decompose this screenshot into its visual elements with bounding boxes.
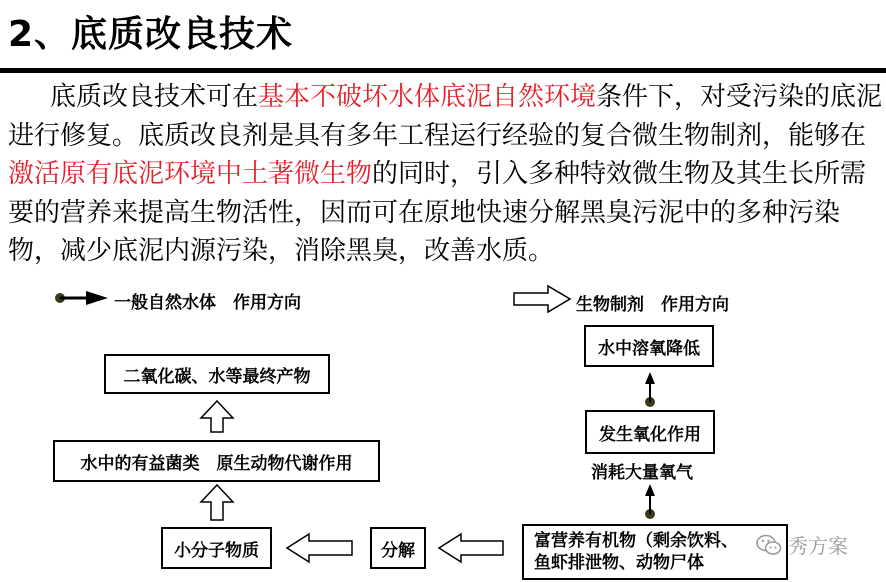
small-molecules-box: 小分子物质 bbox=[161, 527, 272, 569]
legend-natural-label: 一般自然水体 作用方向 bbox=[114, 293, 301, 313]
left-arrow-icon bbox=[439, 534, 503, 562]
para-highlight-2: 激活原有底泥环境中土著微生物 bbox=[8, 159, 373, 189]
left-arrow-icon bbox=[287, 534, 352, 562]
watermark-text: 秀方案 bbox=[788, 534, 848, 558]
up-arrow-solid-icon bbox=[645, 372, 655, 407]
organics-line-1: 富营养有机物（剩余饮料、 bbox=[534, 531, 738, 551]
up-arrow-icon bbox=[201, 401, 233, 432]
decompose-box: 分解 bbox=[370, 527, 426, 569]
legend-agent-label: 生物制剂 作用方向 bbox=[576, 295, 729, 315]
organics-box bbox=[522, 524, 788, 580]
up-arrow-icon bbox=[201, 485, 233, 520]
dissolved-oxygen-box: 水中溶氧降低 bbox=[584, 325, 714, 367]
para-text-3: 的同时，引入多种特效微生物及其生长所需要的营养来提高生物活性，因而可在原地快速分解黑臭污泥中的多种污染物，减少底泥内源污染，消除黑臭，改善水质。 bbox=[8, 159, 867, 266]
beneficial-microbes-box: 水中的有益菌类 原生动物代谢作用 bbox=[53, 440, 380, 482]
final-products-box: 二氧化碳、水等最终产物 bbox=[104, 354, 330, 394]
oxidation-box: 发生氧化作用 bbox=[585, 410, 715, 454]
para-text-1: 底质改良技术可在 bbox=[50, 82, 259, 112]
para-text-2: 条件下，对受污染的底泥进行修复。底质改良剂是具有多年工程运行经验的复合微生物制剂，能够在 bbox=[8, 82, 883, 151]
up-arrow-solid-icon bbox=[645, 484, 655, 519]
wechat-icon bbox=[756, 534, 782, 556]
watermark bbox=[756, 530, 848, 559]
organics-line-2: 鱼虾排泄物、动物尸体 bbox=[534, 553, 704, 573]
para-highlight-1: 基本不破坏水体底泥自然环境 bbox=[258, 82, 597, 112]
page-title: 2、底质改良技术 bbox=[8, 14, 294, 55]
legend-agent-arrow-icon bbox=[514, 286, 570, 312]
legend-natural-arrow-icon bbox=[55, 291, 108, 305]
consume-oxygen-label: 消耗大量氧气 bbox=[591, 463, 693, 483]
